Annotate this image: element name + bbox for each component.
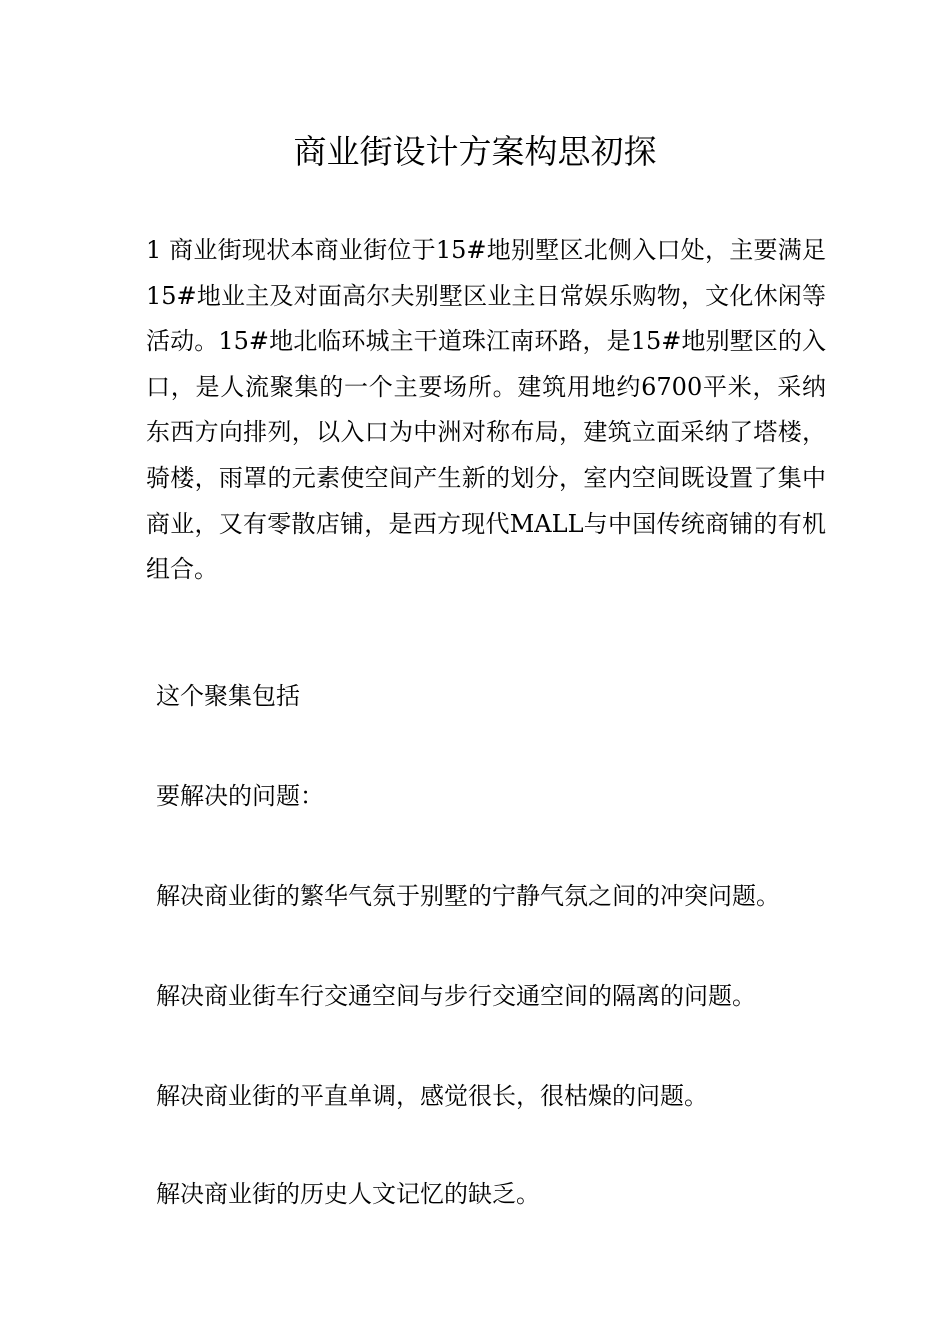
text-line-problem-3: 解决商业街的平直单调，感觉很长，很枯燥的问题。 [156,1082,708,1110]
document-title: 商业街设计方案构思初探 [293,132,657,171]
text-line-problem-1: 解决商业街的繁华气氛于别墅的宁静气氛之间的冲突问题。 [156,882,780,910]
text-line-problem-4: 解决商业街的历史人文记忆的缺乏。 [156,1180,540,1208]
text-line-collection: 这个聚集包括 [156,682,300,710]
intro-paragraph: 1 商业街现状本商业街位于15#地别墅区北侧入口处，主要满足15#地业主及对面高尔夫别墅区业主日常娱乐购物，文化休闲等活动。15#地北临环城主干道珠江南环路，是15#地别墅区的入口，是人流聚集的一个主要场所。建筑用地约6700平米，采纳东西方向排列，以入口为中洲对称布局，建筑立面采纳了塔楼，骑楼，雨罩的元素使空间产生新的划分，室内空间既设置了集中商业，又有零散店铺，是西方现代MALL与中国传统商铺的有机组合。 [146,236,826,584]
text-line-problem-2: 解决商业街车行交通空间与步行交通空间的隔离的问题。 [156,982,756,1010]
text-line-problems-heading: 要解决的问题： [156,782,324,810]
